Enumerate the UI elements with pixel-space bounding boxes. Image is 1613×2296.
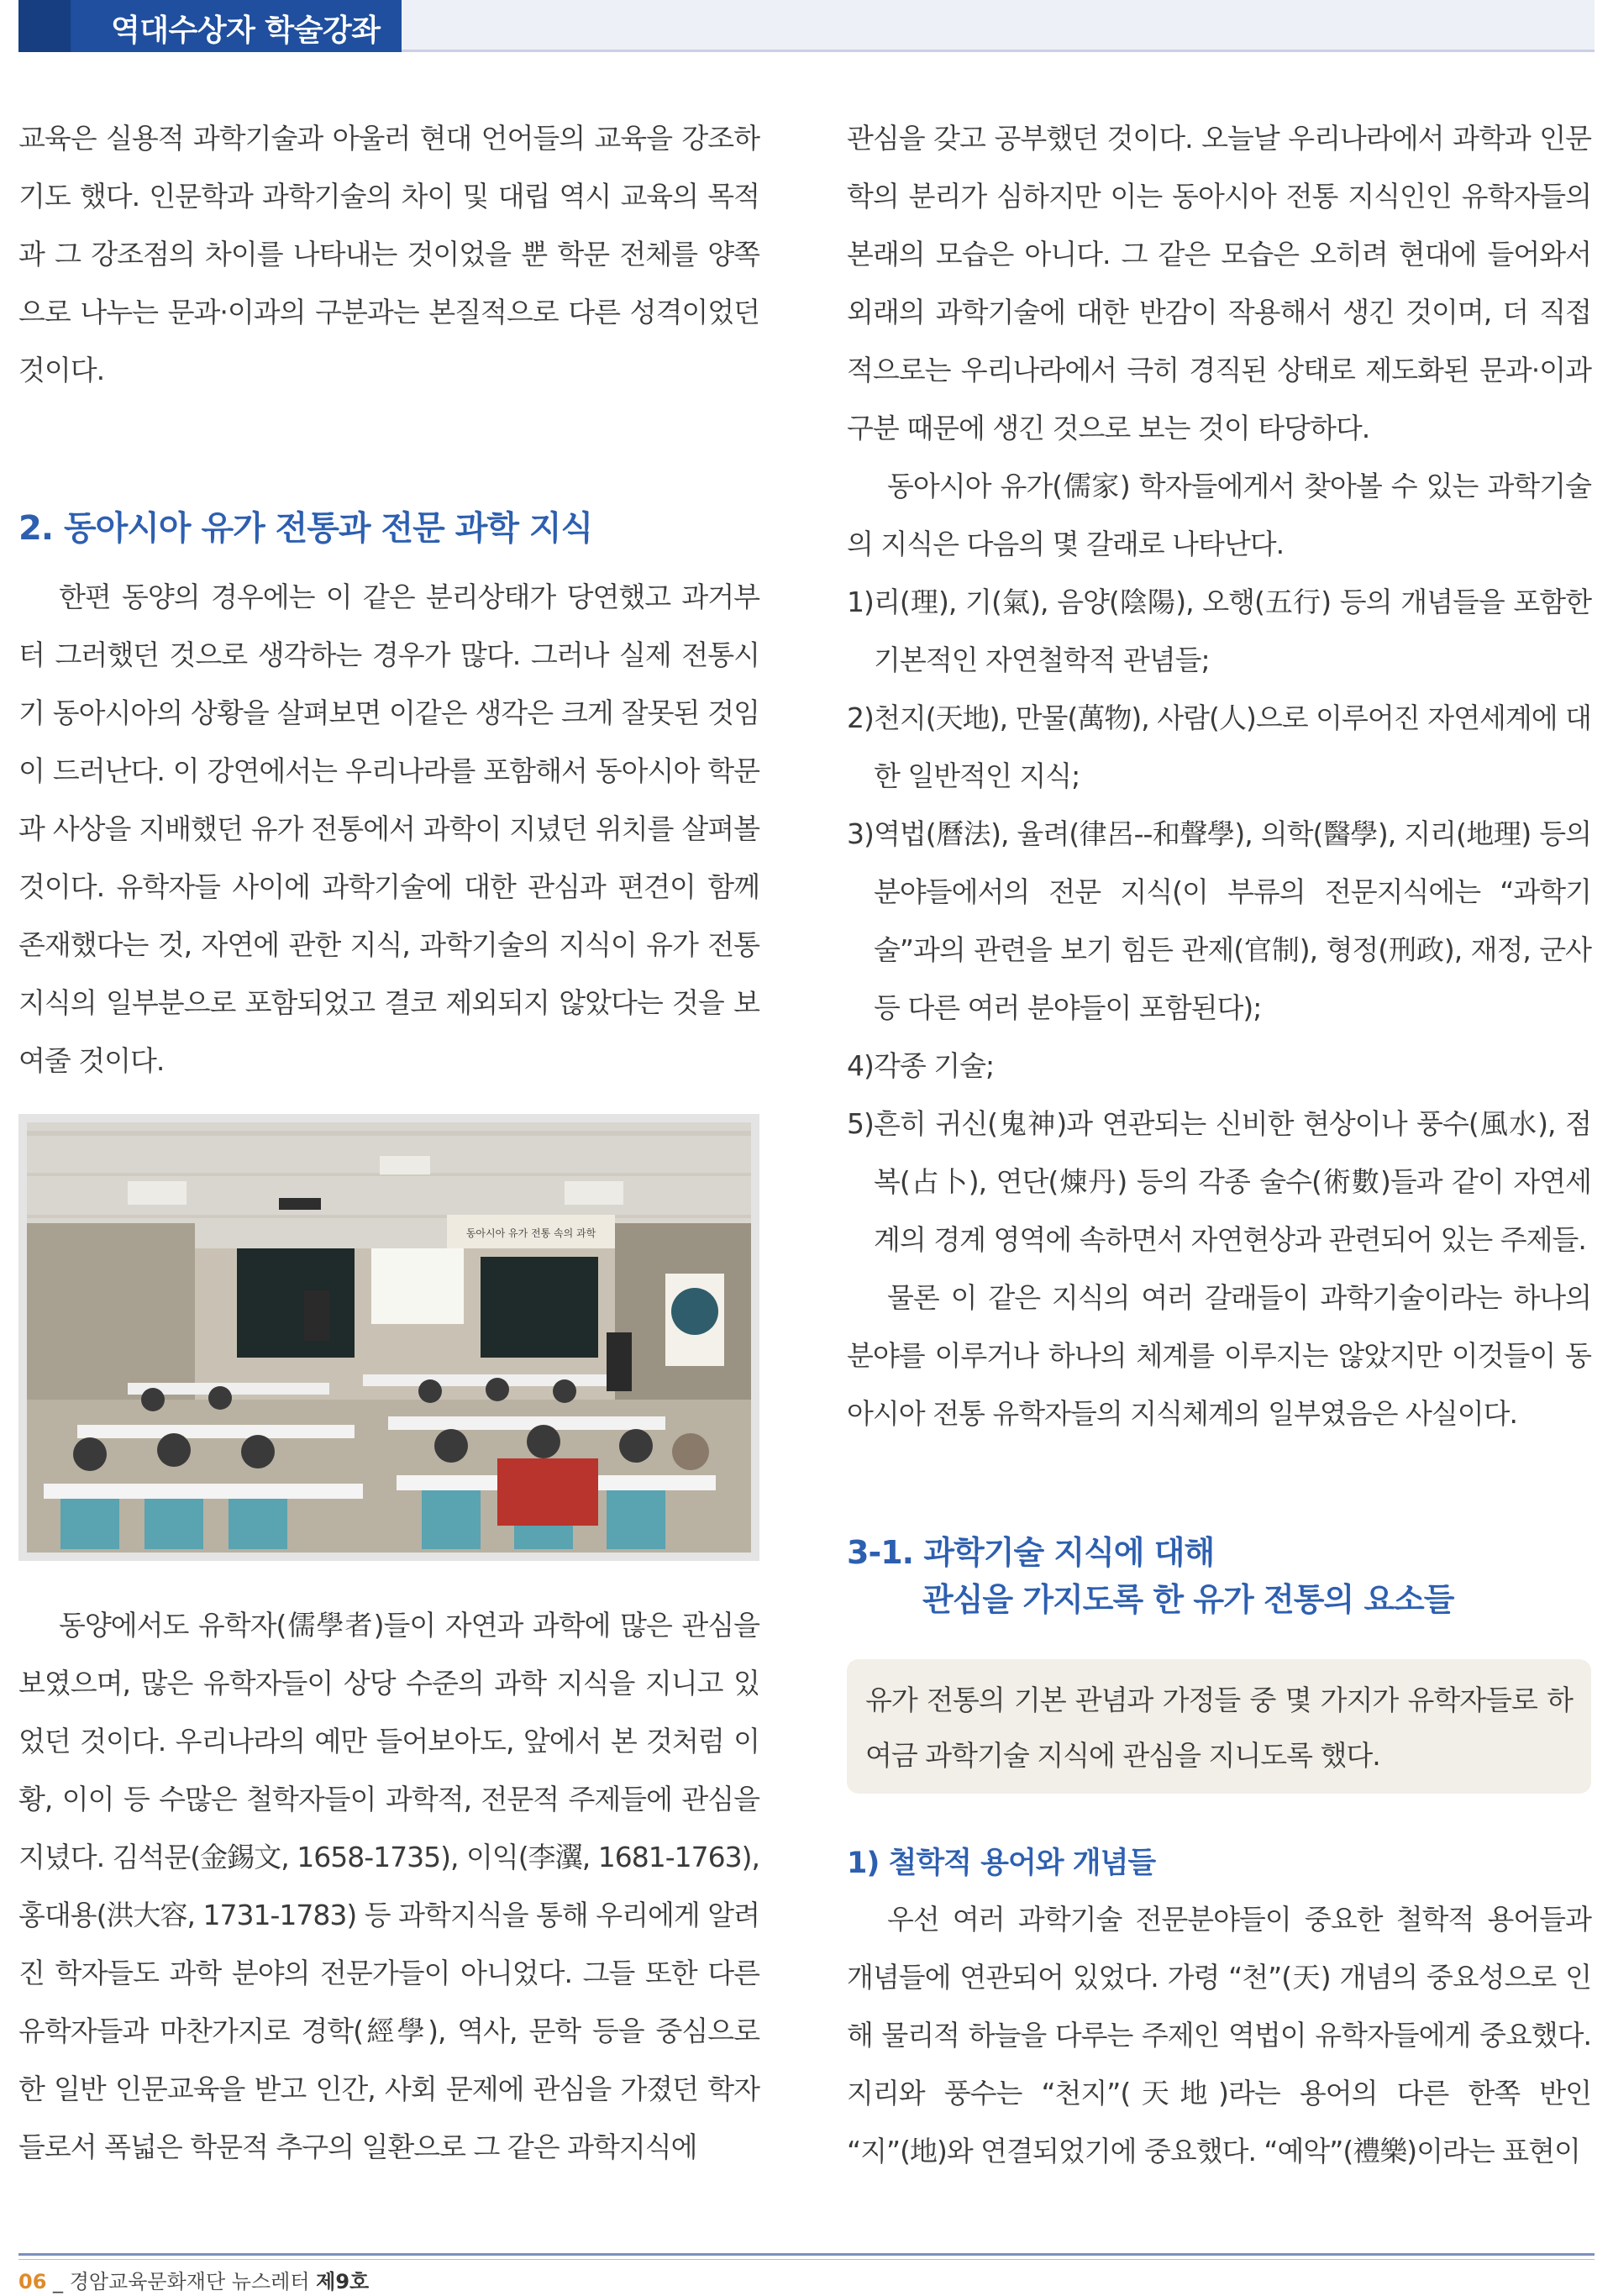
callout-text: 유가 전통의 기본 관념과 가정들 중 몇 가지가 유학자들로 하여금 과학기술 지식에 관심을 지니도록 했다. [865,1684,1573,1772]
right-paragraph-2: 동아시아 유가(儒家) 학자들에게서 찾아볼 수 있는 과학기술의 지식은 다음의 몇 갈래로 나타난다. [847,470,1591,560]
intro-paragraph: 교육은 실용적 과학기술과 아울러 현대 언어들의 교육을 강조하기도 했다. 인문학과 과학기술의 차이 및 대립 역시 교육의 목적과 그 강조점의 차이를 나타내는 것이었을 뿐 학문 전체를 양쪽으로 나누는 문과·이과의 구분과는 본질적으로 다른 성격이었던 것이다. [18,122,759,386]
body-paragraph: 한편 동양의 경우에는 이 같은 분리상태가 당연했고 과거부터 그러했던 것으로 생각하는 경우가 많다. 그러나 실제 전통시기 동아시아의 상황을 살펴보면 이같은 생각은 크게 잘못된 것임이 드러난다. 이 강연에서는 우리나라를 포함해서 동아시아 학문과 사상을 지배했던 유가 전통에서 과학이 지녔던 위치를 살펴볼 것이다. 유학자들 사이에 과학기술에 대한 관심과 편견이 함께 존재했다는 것, 자연에 관한 지식, 과학기술의 지식이 유가 전통 지식의 일부분으로 포함되었고 결코 제외되지 않았다는 것을 보여줄 것이다. [18,581,759,1077]
list-item: 1) 리(理), 기(氣), 음양(陰陽), 오행(五行) 등의 개념들을 포함한 기본적인 자연철학적 관념들; [847,586,1591,676]
left-column-lower [18,1596,759,2176]
right-paragraph-4: 우선 여러 과학기술 전문분야들이 중요한 철학적 용어들과 개념들에 연관되어 있었다. 가령 “천”(天) 개념의 중요성으로 인해 물리적 하늘을 다루는 주제인 역법이 유학자들에게 중요했다. 지리와 풍수는 “천지”(天地)라는 용어의 다른 한쪽 반인 “지”(地)와 연결되었기에 중요했다. “예악”(禮樂)이라는 표현이 [847,1903,1591,2167]
footer-issue: 제9호 [316,2270,370,2293]
list-item: 4) 각종 기술; [847,1049,995,1082]
sub-section-title: 3-1. 과학기술 지식에 대해 관심을 가지도록 한 유가 전통의 요소들 [847,1534,1454,1618]
right-column-lower [847,1840,1591,2180]
lecture-photo [18,1114,759,1561]
footer-rule-thin [18,2259,1595,2260]
section-header-title: 역대수상자 학술강좌 [111,13,381,48]
lecture-hall-image [27,1122,751,1553]
knowledge-list [847,573,1591,1269]
callout-box [847,1659,1591,1794]
list-item: 3) 역법(曆法), 율려(律呂--和聲學), 의학(醫學), 지리(地理) 등의 분야들에서의 전문 지식(이 부류의 전문지식에는 “과학기술”과의 관련을 보기 힘든 관제(官制), 형정(刑政), 재정, 군사 등 다른 여러 분야들이 포함된다); [847,817,1591,1024]
left-column [18,109,759,1090]
right-paragraph-1: 관심을 갖고 공부했던 것이다. 오늘날 우리나라에서 과학과 인문학의 분리가 심하지만 이는 동아시아 전통 지식인인 유학자들의 본래의 모습은 아니다. 그 같은 모습은 오히려 현대에 들어와서 외래의 과학기술에 대한 반감이 작용해서 생긴 것이며, 더 직접적으로는 우리나라에서 극히 경직된 상태로 제도화된 문과·이과 구분 때문에 생긴 것으로 보는 것이 타당하다. [847,122,1591,444]
body-paragraph-2: 동양에서도 유학자(儒學者)들이 자연과 과학에 많은 관심을 보였으며, 많은 유학자들이 상당 수준의 과학 지식을 지니고 있었던 것이다. 우리나라의 예만 들어보아도, 앞에서 본 것처럼 이황, 이이 등 수많은 철학자들이 과학적, 전문적 주제들에 관심을 지녔다. 김석문(金錫文, 1658-1735), 이익(李瀷, 1681-1763), 홍대용(洪大容, 1731-1783) 등 과학지식을 통해 우리에게 알려진 학자들도 과학 분야의 전문가들이 아니었다. 그들 또한 다른 유학자들과 마찬가지로 경학(經學), 역사, 문학 등을 중심으로 한 일반 인문교육을 받고 인간, 사회 문제에 관심을 가졌던 학자들로서 폭넓은 학문적 추구의 일환으로 그 같은 과학지식에 [18,1609,759,2163]
footer-rule [18,2253,1595,2256]
page-footer [18,2265,369,2294]
right-paragraph-3: 물론 이 같은 지식의 여러 갈래들이 과학기술이라는 하나의 분야를 이루거나 하나의 체계를 이루지는 않았지만 이것들이 동아시아 전통 유학자들의 지식체계의 일부였음은 사실이다. [847,1281,1591,1430]
list-item: 5) 흔히 귀신(鬼神)과 연관되는 신비한 현상이나 풍수(風水), 점복(占卜), 연단(煉丹) 등의 각종 술수(術數)들과 같이 자연세계의 경계 영역에 속하면서 자연현상과 관련되어 있는 주제들. [847,1107,1591,1256]
sub-section-heading [847,1529,1591,1623]
page-number: 06 [18,2270,47,2293]
right-column [847,109,1591,1442]
header-tab [18,0,402,52]
minor-title: 1) 철학적 용어와 개념들 [847,1847,1156,1880]
footer-separator: _ [53,2270,64,2293]
list-item: 2) 천지(天地), 만물(萬物), 사람(人)으로 이루어진 자연세계에 대한 일반적인 지식; [847,701,1591,792]
footer-org: 경암교육문화재단 뉴스레터 [69,2270,310,2293]
section-title: 2. 동아시아 유가 전통과 전문 과학 지식 [18,509,593,548]
photo-banner-text: 동아시아 유가 전통 속의 과학 [465,1227,596,1239]
